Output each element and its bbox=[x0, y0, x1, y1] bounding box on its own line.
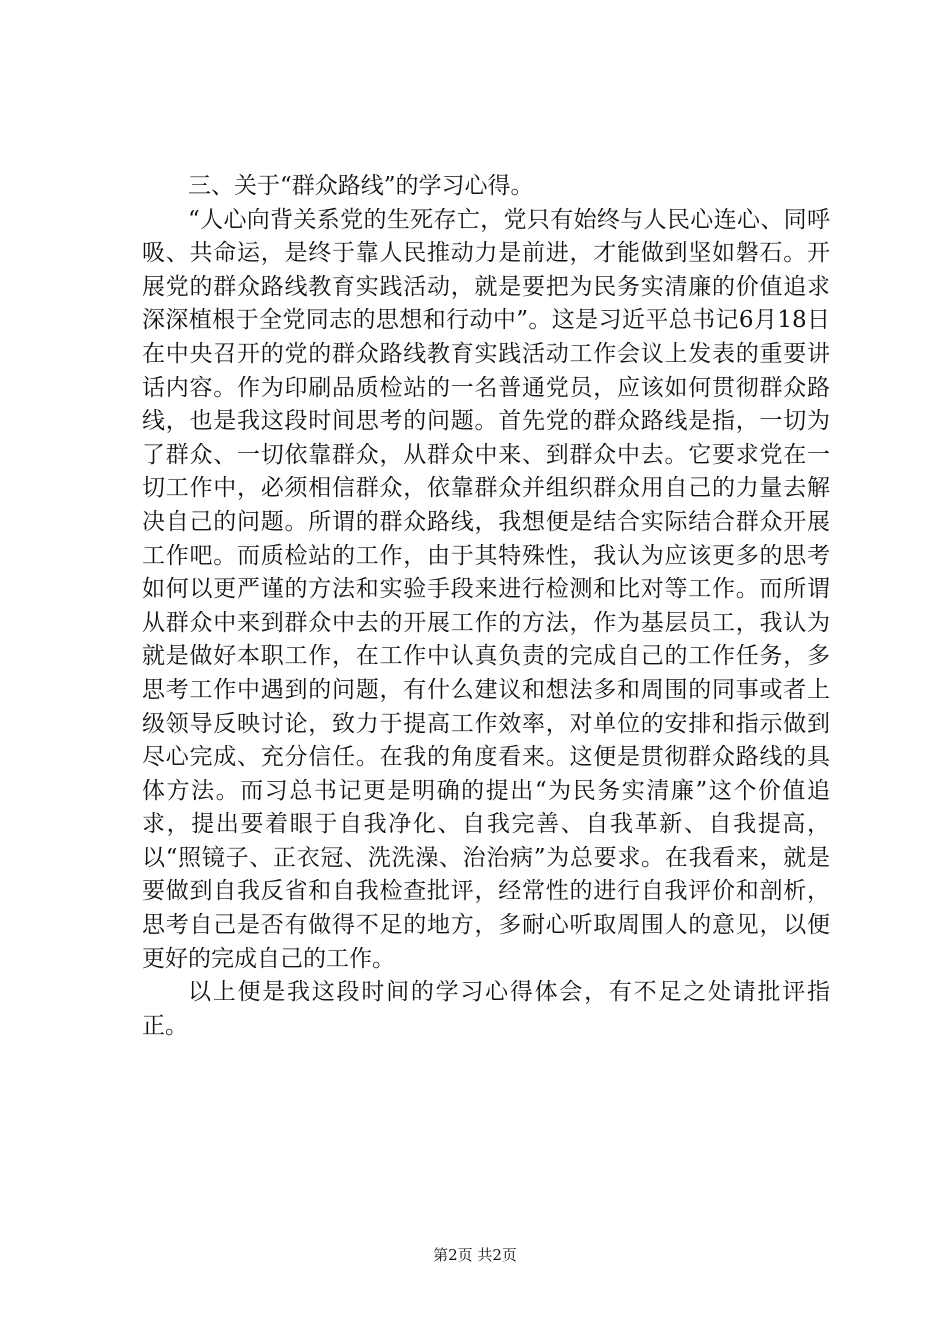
section-heading: 三、关于“群众路线”的学习心得。 bbox=[188, 173, 534, 199]
closing-paragraph: 以上便是我这段时间的学习心得体会，有不足之处请批评指正。 bbox=[142, 979, 830, 1039]
document-body bbox=[142, 170, 830, 1043]
page-footer: 第2页 共2页 bbox=[433, 1246, 517, 1264]
body-paragraph: “人心向背关系党的生死存亡，党只有始终与人民心连心、同呼吸、共命运，是终于靠人民推动力是前进，才能做到坚如磐石。开展党的群众路线教育实践活动，就是要把为民务实清廉的价值追求深深植根于全党同志的思想和行动中”。这是习近平总书记6月18日在中央召开的党的群众路线教育实践活动工作会议上发表的重要讲话内容。作为印刷品质检站的一名普通党员，应该如何贯彻群众路线，也是我这段时间思考的问题。首先党的群众路线是指，一切为了群众、一切依靠群众，从群众中来、到群众中去。它要求党在一切工作中，必须相信群众，依靠群众并组织群众用自己的力量去解决自己的问题。所谓的群众路线，我想便是结合实际结合群众开展工作吧。而质检站的工作，由于其特殊性，我认为应该更多的思考如何以更严谨的方法和实验手段来进行检测和比对等工作。而所谓从群众中来到群众中去的开展工作的方法，作为基层员工，我认为就是做好本职工作，在工作中认真负责的完成自己的工作任务，多思考工作中遇到的问题，有什么建议和想法多和周围的同事或者上级领导反映讨论，致力于提高工作效率，对单位的安排和指示做到尽心完成、充分信任。在我的角度看来。这便是贯彻群众路线的具体方法。而习总书记更是明确的提出“为民务实清廉”这个价值追求，提出要着眼于自我净化、自我完善、自我革新、自我提高，以“照镜子、正衣冠、洗洗澡、治治病”为总要求。在我看来，就是要做到自我反省和自我检查批评，经常性的进行自我评价和剖析，思考自己是否有做得不足的地方，多耐心听取周围人的意见，以便更好的完成自己的工作。 bbox=[142, 206, 830, 972]
